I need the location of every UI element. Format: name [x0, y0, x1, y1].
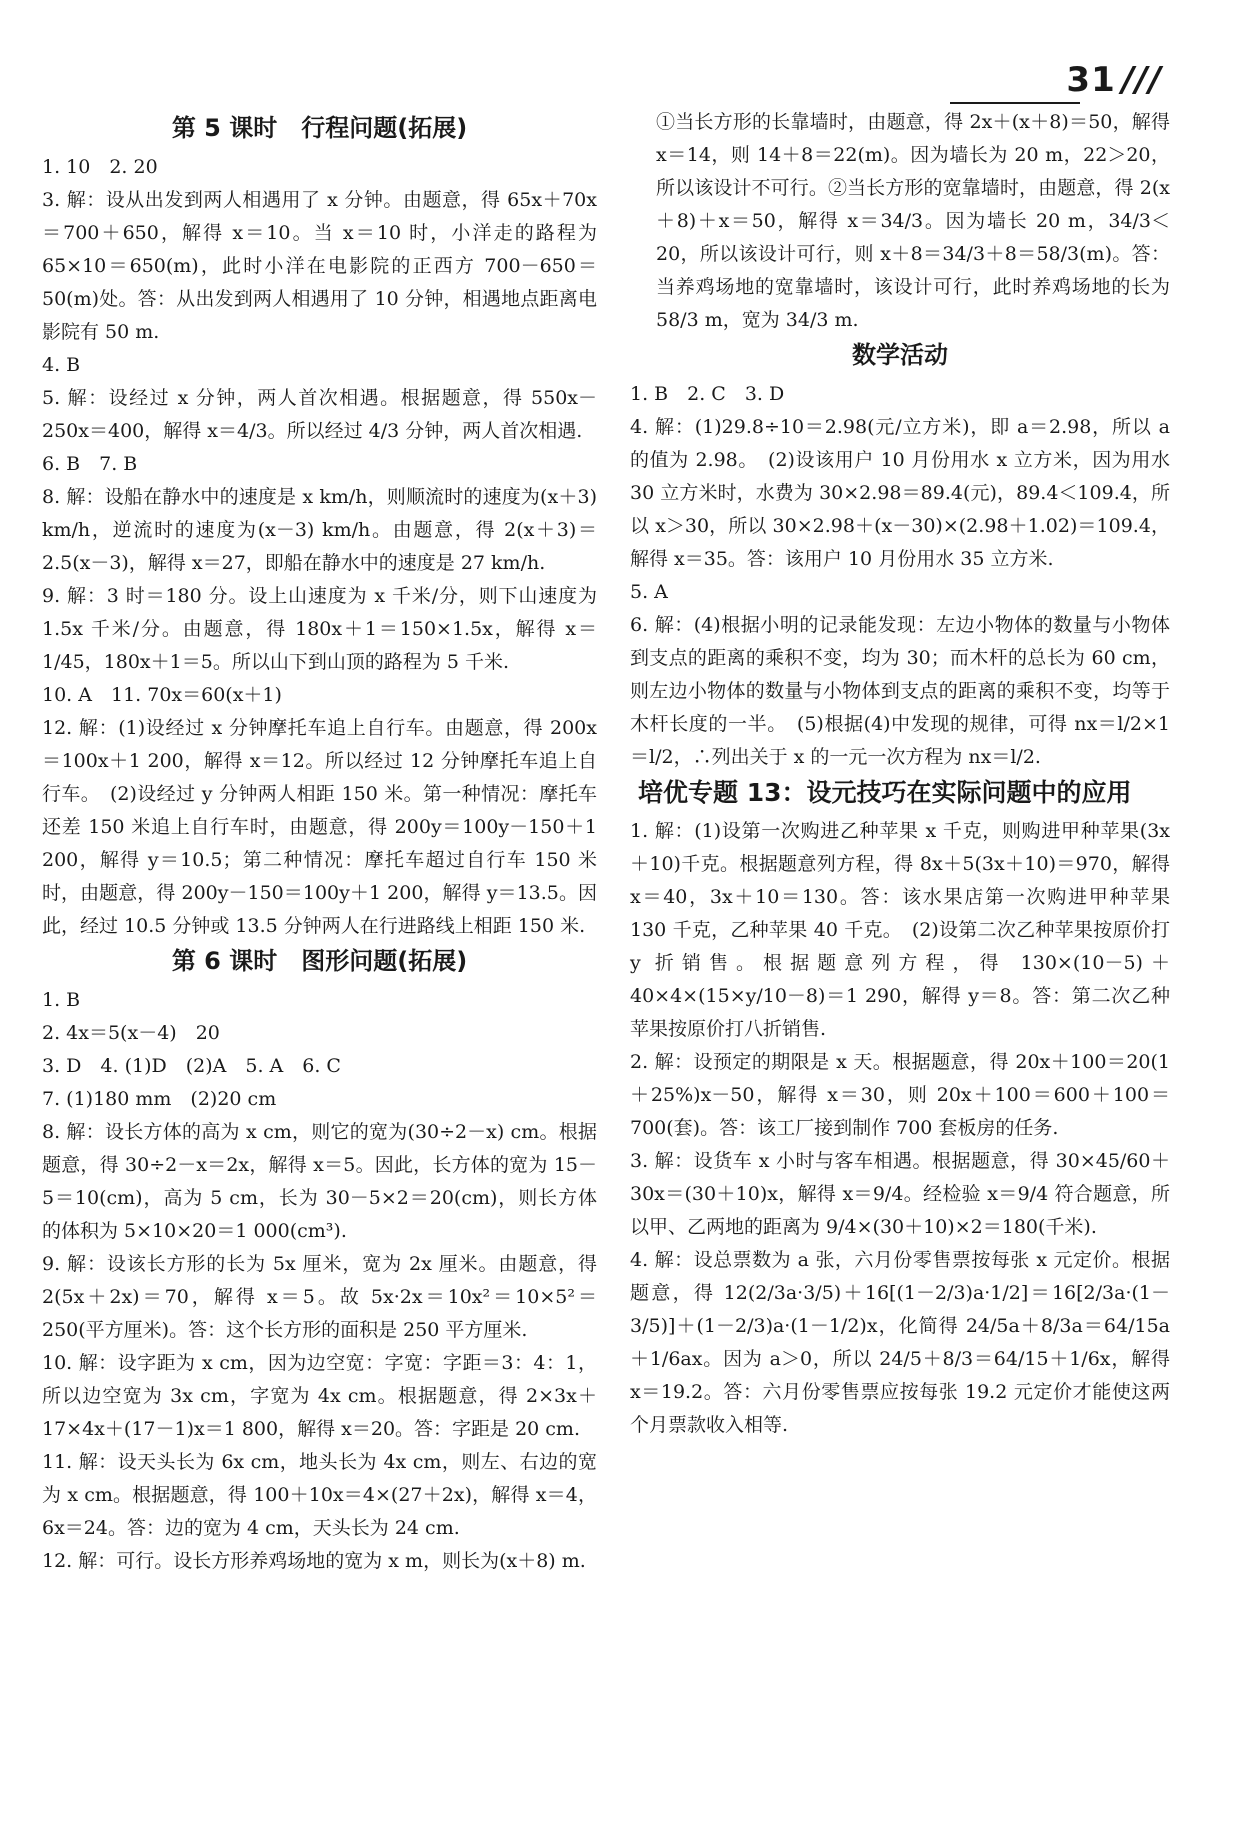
right-column: [630, 106, 1170, 1442]
page-number: 31 ///: [1066, 60, 1162, 100]
answer-item: 3. 解：设从出发到两人相遇用了 x 分钟。由题意，得 65x＋70x＝700＋650，解得 x＝10。当 x＝10 时，小洋走的路程为 65×10＝650(m)，此时小洋在电影院的正西方 700－650＝50(m)处。答：从出发到两人相遇用了 10 分钟，相遇地点距离电影院有 50 m.: [42, 189, 597, 343]
answer-item: 5. A: [630, 581, 668, 603]
header-rule: [950, 102, 1080, 104]
answer-item: 4. B: [42, 354, 81, 376]
answer-item: 1. 10 2. 20: [42, 156, 158, 178]
left-column: [42, 110, 597, 1578]
section-title: 第 5 课时 行程问题(拓展): [171, 114, 468, 142]
section-title: 数学活动: [852, 341, 948, 369]
section-title: 培优专题 13：设元技巧在实际问题中的应用: [638, 778, 1132, 807]
answer-item: 1. B: [42, 989, 81, 1011]
answer-item: 6. B 7. B: [42, 453, 138, 475]
answer-item: 1. 解：(1)设第一次购进乙种苹果 x 千克，则购进甲种苹果(3x＋10)千克。根据题意列方程，得 8x＋5(3x＋10)＝970，解得 x＝40，3x＋10＝130。答：该水果店第一次购进甲种苹果 130 千克，乙种苹果 40 千克。 (2)设第二次乙种苹果按原价打 y 折销售。根据题意列方程，得 130×(10－5)＋40×4×(15×y/10－8)＝1 290，解得 y＝8。答：第二次乙种苹果按原价打八折销售.: [630, 820, 1170, 1040]
answer-item: 12. 解：可行。设长方形养鸡场地的宽为 x m，则长为(x＋8) m.: [42, 1550, 586, 1572]
answer-item: 12. 解：(1)设经过 x 分钟摩托车追上自行车。由题意，得 200x＝100x＋1 200，解得 x＝12。所以经过 12 分钟摩托车追上自行车。 (2)设经过 y 分钟两人相距 150 米。第一种情况：摩托车还差 150 米追上自行车时，由题意，得 200y＝100y－150＋1 200，解得 y＝10.5；第二种情况：摩托车超过自行车 150 米时，由题意，得 200y－150＝100y＋1 200，解得 y＝13.5。因此，经过 10.5 分钟或 13.5 分钟两人在行进路线上相距 150 米.: [42, 717, 597, 937]
answer-item: 4. 解：设总票数为 a 张，六月份零售票按每张 x 元定价。根据题意，得 12(2/3a·3/5)＋16[(1－2/3)a·1/2]＝16[2/3a·(1－3/5)]＋(1－2/3)a·(1－1/2)x，化简得 24/5a＋8/3a＝64/15a＋1/6ax。因为 a＞0，所以 24/5＋8/3＝64/15＋1/6x，解得 x＝19.2。答：六月份零售票应按每张 19.2 元定价才能使这两个月票款收入相等.: [630, 1249, 1170, 1436]
answer-item: 8. 解：设船在静水中的速度是 x km/h，则顺流时的速度为(x＋3) km/h，逆流时的速度为(x－3) km/h。由题意，得 2(x＋3)＝2.5(x－3)，解得 x＝27，即船在静水中的速度是 27 km/h.: [42, 486, 597, 574]
answer-item: 1. B 2. C 3. D: [630, 383, 785, 405]
answer-continuation: ①当长方形的长靠墙时，由题意，得 2x＋(x＋8)＝50，解得 x＝14，则 14＋8＝22(m)。因为墙长为 20 m，22＞20，所以该设计不可行。②当长方形的宽靠墙时，由题意，得 2(x＋8)＋x＝50，解得 x＝34/3。因为墙长 20 m，34/3＜20，所以该设计可行，则 x＋8＝34/3＋8＝58/3(m)。答：当养鸡场地的宽靠墙时，该设计可行，此时养鸡场地的长为 58/3 m，宽为 34/3 m.: [656, 111, 1170, 331]
answer-item: 7. (1)180 mm (2)20 cm: [42, 1088, 277, 1110]
answer-item: 8. 解：设长方体的高为 x cm，则它的宽为(30÷2－x) cm。根据题意，得 30÷2－x＝2x，解得 x＝5。因此，长方体的宽为 15－5＝10(cm)，高为 5 cm，长为 30－5×2＝20(cm)，则长方体的体积为 5×10×20＝1 000(cm³).: [42, 1121, 597, 1242]
section-title: 第 6 课时 图形问题(拓展): [171, 947, 468, 975]
answer-item: 9. 解：设该长方形的长为 5x 厘米，宽为 2x 厘米。由题意，得 2(5x＋2x)＝70，解得 x＝5。故 5x·2x＝10x²＝10×5²＝250(平方厘米)。答：这个长方形的面积是 250 平方厘米.: [42, 1253, 597, 1341]
answer-item: 2. 4x＝5(x－4) 20: [42, 1022, 220, 1044]
answer-item: 10. 解：设字距为 x cm，因为边空宽：字宽：字距＝3：4：1，所以边空宽为 3x cm，字宽为 4x cm。根据题意，得 2×3x＋17×4x＋(17－1)x＝1 800，解得 x＝20。答：字距是 20 cm.: [42, 1352, 597, 1440]
answer-item: 2. 解：设预定的期限是 x 天。根据题意，得 20x＋100＝20(1＋25%)x－50，解得 x＝30，则 20x＋100＝600＋100＝700(套)。答：该工厂接到制作 700 套板房的任务.: [630, 1051, 1170, 1139]
answer-item: 5. 解：设经过 x 分钟，两人首次相遇。根据题意，得 550x－250x＝400，解得 x＝4/3。所以经过 4/3 分钟，两人首次相遇.: [42, 387, 597, 442]
answer-item: 4. 解：(1)29.8÷10＝2.98(元/立方米)，即 a＝2.98，所以 a 的值为 2.98。 (2)设该用户 10 月份用水 x 立方米，因为用水 30 立方米时，水费为 30×2.98＝89.4(元)，89.4＜109.4，所以 x＞30，所以 30×2.98＋(x－30)×(2.98＋1.02)＝109.4，解得 x＝35。答：该用户 10 月份用水 35 立方米.: [630, 416, 1170, 570]
answer-item: 10. A 11. 70x＝60(x＋1): [42, 684, 282, 706]
answer-item: 9. 解：3 时＝180 分。设上山速度为 x 千米/分，则下山速度为 1.5x 千米/分。由题意，得 180x＋1＝150×1.5x，解得 x＝1/45，180x＋1＝5。所以山下到山顶的路程为 5 千米.: [42, 585, 597, 673]
answer-item: 6. 解：(4)根据小明的记录能发现：左边小物体的数量与小物体到支点的距离的乘积不变，均为 30；而木杆的总长为 60 cm，则左边小物体的数量与小物体到支点的距离的乘积不变，均等于木杆长度的一半。 (5)根据(4)中发现的规律，可得 nx＝l/2×1＝l/2，∴列出关于 x 的一元一次方程为 nx＝l/2.: [630, 614, 1170, 768]
answer-item: 3. 解：设货车 x 小时与客车相遇。根据题意，得 30×45/60＋30x＝(30＋10)x，解得 x＝9/4。经检验 x＝9/4 符合题意，所以甲、乙两地的距离为 9/4×(30＋10)×2＝180(千米).: [630, 1150, 1170, 1238]
answer-item: 11. 解：设天头长为 6x cm，地头长为 4x cm，则左、右边的宽为 x cm。根据题意，得 100＋10x＝4×(27＋2x)，解得 x＝4，6x＝24。答：边的宽为 4 cm，天头长为 24 cm.: [42, 1451, 597, 1539]
answer-item: 3. D 4. (1)D (2)A 5. A 6. C: [42, 1055, 341, 1077]
